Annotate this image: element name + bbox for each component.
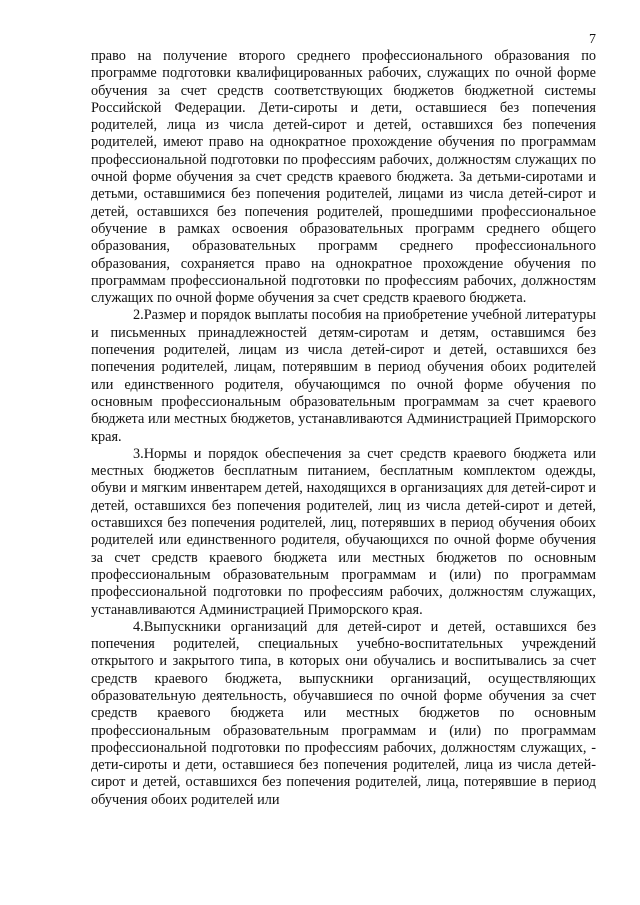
paragraph-continuation: право на получение второго среднего профессионального образования по программе подготовки квалифицированных рабочих, служащих по очной форме обучения за счет средств соответствующих бюджетов бюджетной системы Российской Федерации. Дети-сироты и дети, оставшиеся без попечения родителей, лица из числа детей-сирот и детей, оставшихся без попечения родителей, имеют право на однократное прохождение обучения по программам профессиональной подготовки по профессиям рабочих, должностям служащих по очной форме обучения за счет средств краевого бюджета. За детьми-сиротами и детьми, оставшимися без попечения родителей, лицами из числа детей-сирот и детей, оставшихся без попечения родителей, прошедшими профессиональное обучение в рамках освоения образовательных программ среднего общего образования, образовательных программ среднего профессионального образования, сохраняется право на однократное прохождение обучения по программам профессиональной подготовки по профессиям рабочих, должностям служащих по очной форме обучения за счет средств краевого бюджета.	[91, 48, 596, 307]
paragraph-item-2: 2.Размер и порядок выплаты пособия на приобретение учебной литературы и письменных принадлежностей детям-сиротам и детям, оставшимся без попечения родителей, лицам из числа детей-сирот и детей, оставшихся без попечения родителей, лицам, потерявшим в период обучения обоих родителей или единственного родителя, обучающимся по очной форме обучения по основным профессиональным образовательным программам за счет краевого бюджета или местных бюджетов, устанавливаются Администрацией Приморского края.	[91, 307, 596, 445]
paragraph-item-3: 3.Нормы и порядок обеспечения за счет средств краевого бюджета или местных бюджетов бесплатным питанием, бесплатным комплектом одежды, обуви и мягким инвентарем детей, находящихся в организациях для детей-сирот и детей, оставшихся без попечения родителей, лиц из числа детей-сирот и детей, оставшихся без попечения родителей, лиц, потерявших в период обучения обоих родителей или единственного родителя, обучающихся по очной форме обучения за счет средств краевого бюджета или местных бюджетов по основным профессиональным образовательным программам и (или) по программам профессиональной подготовки по профессиям рабочих, должностям служащих, устанавливаются Администрацией Приморского края.	[91, 445, 596, 618]
page-number: 7	[589, 32, 596, 47]
document-body	[91, 48, 596, 809]
paragraph-item-4: 4.Выпускники организаций для детей-сирот и детей, оставшихся без попечения родителей, специальных учебно-воспитательных учреждений открытого и закрытого типа, в которых они обучались и воспитывались за счет средств краевого бюджета, выпускники организаций, осуществляющих образовательную деятельность, обучавшиеся по очной форме обучения за счет средств краевого бюджета или местных бюджетов по основным профессиональным образовательным программам и (или) по программам профессиональной подготовки по профессиям рабочих, должностям служащих, - дети-сироты и дети, оставшиеся без попечения родителей, лица из числа детей-сирот и детей, оставшихся без попечения родителей, лица, потерявшие в период обучения обоих родителей или	[91, 618, 596, 808]
